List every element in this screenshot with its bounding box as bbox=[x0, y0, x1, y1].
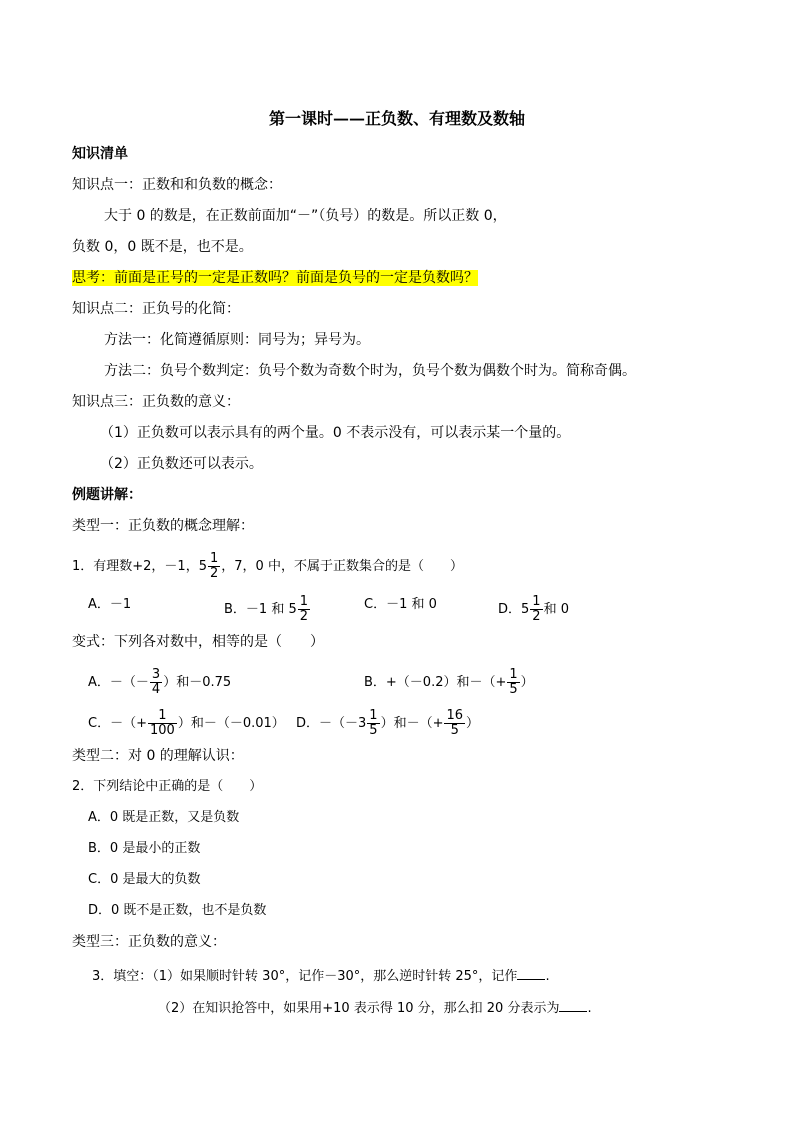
q1-option-d: D．5 $\frac{1}{2}$ 和 0 bbox=[498, 594, 569, 624]
q3-part1: 3．填空：（1）如果顺时针转 30°，记作－30°，那么逆时针转 25°，记作 . bbox=[92, 965, 550, 987]
fraction: $\frac{1}{2}$ bbox=[532, 594, 541, 624]
kp3-item1: （1）正负数可以表示具有的两个量。0 不表示没有，可以表示某一个量的。 bbox=[100, 425, 571, 441]
fraction: $\frac{1}{5}$ bbox=[369, 708, 378, 738]
fraction: $\frac{1}{5}$ bbox=[509, 667, 518, 697]
kp1-line1: 大于 0 的数是，在正数前面加“－”（负号）的数是。所以正数 0， bbox=[104, 208, 507, 224]
q2-option-d: D．0 既不是正数，也不是负数 bbox=[88, 903, 267, 918]
fraction: $\frac{1}{2}$ bbox=[209, 551, 219, 581]
q2-option-c: C．0 是最大的负数 bbox=[88, 872, 201, 887]
q3-part2: （2）在知识抢答中，如果用+10 表示得 10 分，那么扣 20 分表示为 . bbox=[158, 997, 592, 1019]
type3-heading: 类型三：正负数的意义： bbox=[72, 934, 226, 950]
q1-option-b: B．－1 和 5 $\frac{1}{2}$ bbox=[224, 594, 309, 624]
q1-option-a: A．－1 bbox=[88, 597, 132, 612]
kp1-line2: 负数 0，0 既不是，也不是。 bbox=[72, 239, 253, 255]
fraction: $\frac{1}{2}$ bbox=[299, 594, 309, 624]
kp2-method2: 方法二：负号个数判定：负号个数为奇数个时为，负号个数为偶数个时为。简称奇偶。 bbox=[104, 363, 636, 379]
variant-stem: 变式：下列各对数中，相等的是（ ） bbox=[72, 634, 324, 650]
kp3-item2: （2）正负数还可以表示。 bbox=[100, 456, 263, 472]
kp2-method1: 方法一：化简遵循原则：同号为；异号为。 bbox=[104, 332, 370, 348]
variant-option-a: A．－（－ $\frac{3}{4}$ ）和－0.75 bbox=[88, 667, 232, 697]
kp1-heading: 知识点一：正数和和负数的概念： bbox=[72, 177, 282, 193]
variant-option-c: C．－（+ $\frac{1}{100}$ ）和－（－0.01） bbox=[88, 708, 285, 738]
fraction: $\frac{16}{5}$ bbox=[446, 708, 464, 738]
variant-option-d: D．－（－3 $\frac{1}{5}$ ）和－（+ $\frac{16}{5}$ ） bbox=[296, 708, 480, 738]
kp2-heading: 知识点二：正负号的化简： bbox=[72, 301, 240, 317]
fraction: $\frac{1}{100}$ bbox=[149, 708, 175, 738]
kp3-heading: 知识点三：正负数的意义： bbox=[72, 394, 240, 410]
q1-option-c: C．－1 和 0 bbox=[364, 597, 437, 612]
type1-heading: 类型一：正负数的概念理解： bbox=[72, 518, 254, 534]
section-knowledge-heading: 知识清单 bbox=[72, 146, 128, 162]
q2-stem: 2．下列结论中正确的是（ ） bbox=[72, 779, 263, 794]
answer-blank[interactable] bbox=[517, 965, 545, 980]
answer-blank[interactable] bbox=[559, 997, 587, 1012]
q2-option-b: B．0 是最小的正数 bbox=[88, 841, 201, 856]
q2-option-a: A．0 既是正数，又是负数 bbox=[88, 810, 240, 825]
type2-heading: 类型二：对 0 的理解认识： bbox=[72, 748, 244, 764]
q1-stem: 1．有理数+2，－1，5 $\frac{1}{2}$ ，7，0 中，不属于正数集合的是（ ） bbox=[72, 551, 463, 581]
think-question: 思考：前面是正号的一定是正数吗？前面是负号的一定是负数吗？ bbox=[72, 270, 478, 286]
section-examples-heading: 例题讲解： bbox=[72, 487, 142, 503]
page-title: 第一课时——正负数、有理数及数轴 bbox=[268, 109, 525, 128]
fraction: $\frac{3}{4}$ bbox=[151, 667, 161, 697]
variant-option-b: B．+（－0.2）和－（+ $\frac{1}{5}$ ） bbox=[364, 667, 534, 697]
